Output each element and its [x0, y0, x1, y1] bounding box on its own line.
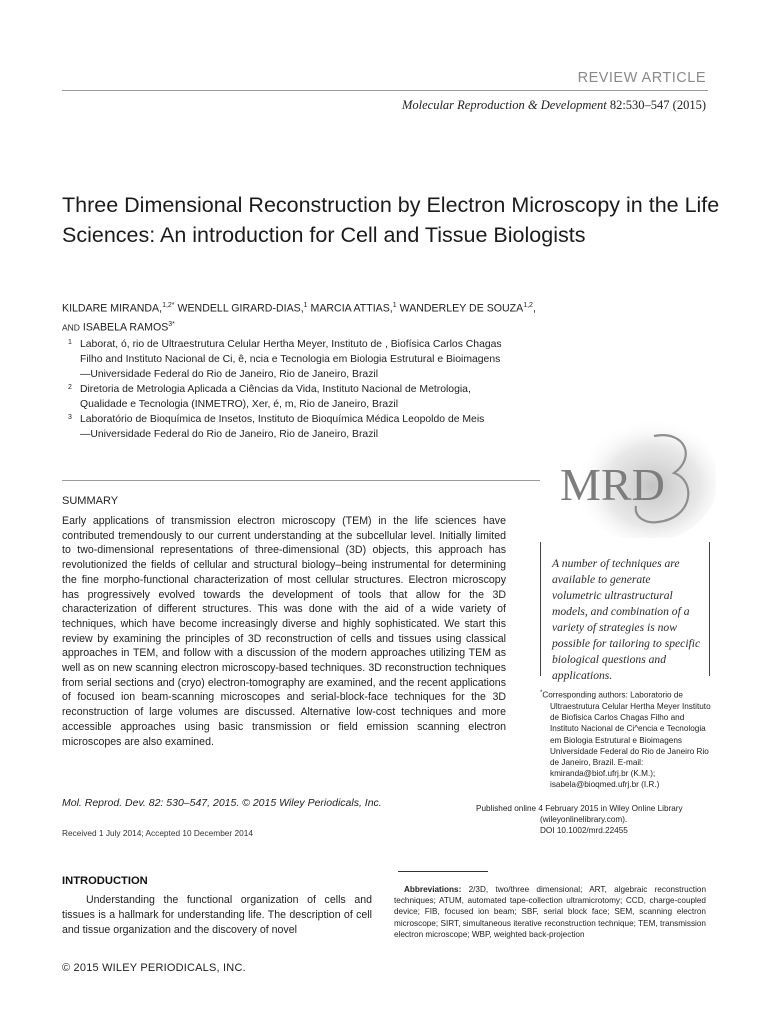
journal-line: [402, 98, 706, 113]
affiliation-number: 2: [68, 384, 72, 391]
published-doi: DOI 10.1002/mrd.22455: [540, 826, 628, 835]
affiliation-line: Filho and Instituto Nacional de Ci, ê, ncia e Tecnologia em Biologia Estrutural e Bioimagens: [80, 354, 501, 365]
author-list: [62, 298, 712, 335]
affiliation-number: 1: [68, 339, 72, 346]
affiliation-item: [68, 382, 538, 412]
corresponding-authors: [540, 688, 712, 791]
citation-line: Mol. Reprod. Dev. 82: 530–547, 2015. © 2015 Wiley Periodicals, Inc.: [62, 797, 382, 809]
corresponding-first-line: [540, 688, 712, 701]
author-separator: ,: [532, 302, 536, 315]
author-name: MARCIA ATTIAS,: [307, 302, 393, 315]
affiliation-list: [68, 337, 538, 442]
summary-rule: [62, 480, 540, 481]
abbreviations-rule: [398, 871, 488, 872]
summary-heading: SUMMARY: [62, 495, 119, 507]
author-affil-mark: 3*: [168, 320, 175, 328]
received-dates: Received 1 July 2014; Accepted 10 December 2014: [62, 828, 253, 838]
introduction-body: Understanding the functional organization of cells and tissues is a hallmark for understanding life. The description of cell and tissue organization and the discovery of novel: [62, 894, 372, 936]
introduction-heading: INTRODUCTION: [62, 875, 148, 887]
corresponding-label: Corresponding authors: Laboratorio de: [542, 690, 683, 700]
copyright-footer: © 2015 WILEY PERIODICALS, INC.: [62, 962, 246, 974]
corresponding-details: Ultraestrutura Celular Hertha Meyer Instituto de Biofisica Carlos Chagas Filho and Instituto Nacional de Ci^encia e Tecnologia em Biologia Estrutural e Bioimagens Universidade Federal do Rio de Janeiro Rio de Janeiro, Brazil. E-mail: kmiranda@biof.ufrj.br (K.M.); isabela@bioqmed.ufrj.br (I.R.): [550, 701, 711, 790]
journal-name: Molecular Reproduction: [401, 98, 525, 112]
published-site: (wileyonlinelibrary.com).: [540, 815, 628, 824]
affiliation-line: —Universidade Federal do Rio de Janeiro, Rio de Janeiro, Brazil: [80, 429, 379, 440]
abbreviations-label: Abbreviations:: [404, 885, 462, 894]
author-name: WANDERLEY DE SOUZA: [396, 302, 524, 315]
author-affil-mark: 1: [303, 302, 308, 309]
abbreviations-text: 2/3D, two/three dimensional; ART, algebraic reconstruction techniques; ATUM, automated tape-collection ultramicrotomy; CCD, charge-coupled device; FIB, focused ion beam; SBF, serial block face; SEM, scanning electron microscope; SIRT, simultaneous iterative reconstruction technique; TEM, transmission electron microscope; WBP, weighted back-projection: [394, 885, 706, 939]
author-conjunction: AND: [62, 322, 80, 333]
author-name: ISABELA RAMOS: [79, 321, 169, 334]
affiliation-line: Laborat, ó, rio de Ultraestrutura Celular Hertha Meyer, Instituto de , Biofísica Carlos Chagas: [80, 339, 502, 350]
journal-logo: [536, 418, 716, 538]
affiliation-item: [68, 337, 538, 382]
publication-info: [476, 803, 708, 836]
affiliation-item: [68, 412, 538, 442]
author-affil-mark: 1: [392, 302, 397, 309]
affiliation-line: —Universidade Federal do Rio de Janeiro, Rio de Janeiro, Brazil: [80, 369, 379, 380]
affiliation-line: Qualidade e Tecnologia (INMETRO), Xer, é, m, Rio de Janeiro, Brazil: [80, 399, 399, 410]
section-label: REVIEW ARTICLE: [577, 70, 706, 86]
journal-logo-text: MRD: [560, 459, 665, 510]
journal-logo-icon: [536, 418, 716, 538]
journal-name-2: Development: [540, 98, 607, 112]
article-title: Three Dimensional Reconstruction by Electron Microscopy in the Life Sciences: An introduction for Cell and Tissue Biologists: [62, 193, 720, 247]
author-name: WENDELL GIRARD-DIAS,: [174, 302, 304, 315]
affiliation-number: 3: [68, 414, 72, 421]
journal-amp: &: [527, 98, 538, 112]
published-online: Published online 4 February 2015 in Wiley Online Library: [476, 804, 683, 813]
author-name: KILDARE MIRANDA,: [62, 302, 163, 315]
header-rule: [62, 90, 708, 91]
pull-quote: A number of techniques are available to generate volumetric ultrastructural models, and combination of a variety of strategies is now possible for tailoring to specific biological questions and applications.: [552, 557, 701, 682]
affiliation-line: Diretoria de Metrologia Aplicada a Ciências da Vida, Instituto Nacional de Metrologia,: [80, 384, 471, 395]
journal-volume: 82:530–547 (2015): [609, 98, 706, 112]
affiliation-line: Laboratório de Bioquímica de Insetos, Instituto de Bioquímica Médica Leopoldo de Meis: [80, 414, 485, 425]
author-affil-mark: 1,2*: [162, 302, 175, 309]
summary-body: Early applications of transmission electron microscopy (TEM) in the life sciences have contributed tremendously to our current understanding at the subcellular level. Initially limited to two-dimensional representations of three-dimensional (3D) objects, this approach has revolutionized the fields of cellular and structural biology–being instrumental for determining the fine morpho-functional characterization of most cellular structures. Electron microscopy has progressively evolved towards the development of tools that allow for the 3D characterization of different structures. This was done with the aid of a wide variety of techniques, which have become increasingly diverse and highly sophisticated. We start this review by examining the principles of 3D reconstruction of cells and tissues using classical approaches in TEM, and follow with a discussion of the modern approaches utilizing TEM as well as on new scanning electron microscopy-based techniques. 3D reconstruction techniques from serial sections and (cryo) electron-tomography are examined, and the recent applications of focused ion beam-scanning microscopes and serial-block-face techniques for the 3D reconstruction of large volumes are discussed. Alternative low-cost techniques and more accessible approaches using basic transmission or field emission scanning electron microscopes are also examined.: [62, 515, 506, 748]
author-affil-mark: 1,2: [523, 302, 533, 309]
abbreviations-note: [394, 884, 706, 940]
corresponding-mark: *: [540, 690, 543, 696]
